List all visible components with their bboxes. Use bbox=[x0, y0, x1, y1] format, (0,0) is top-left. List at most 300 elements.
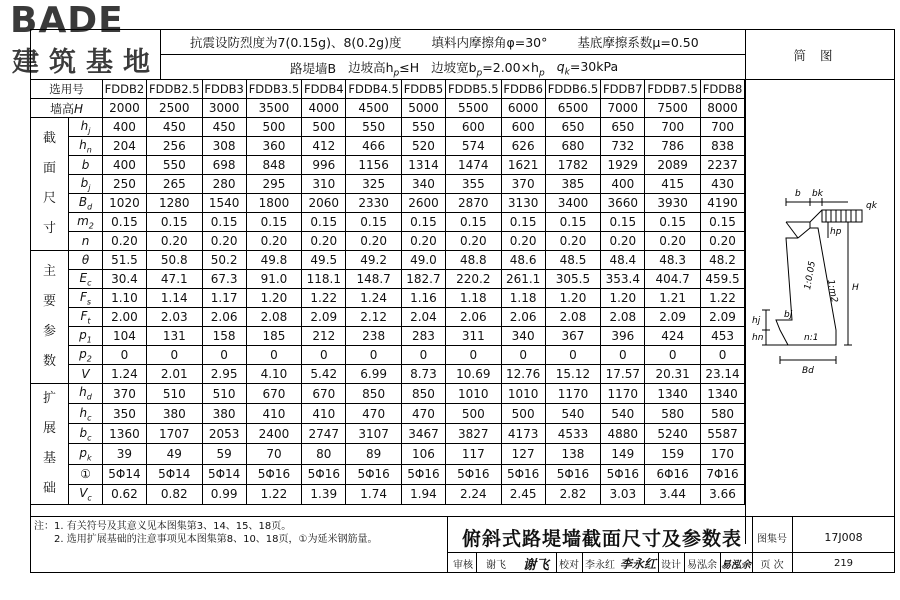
tb-sep-7 bbox=[684, 553, 685, 573]
tb-sep-3 bbox=[476, 553, 477, 573]
table-cell: 0.20 bbox=[601, 232, 645, 251]
table-row bbox=[31, 289, 745, 308]
table-cell: 5Φ16 bbox=[246, 464, 302, 484]
header-divider bbox=[160, 54, 745, 55]
table-cell: 0.15 bbox=[645, 213, 701, 232]
table-cell: 4190 bbox=[701, 194, 745, 213]
parameter-table bbox=[30, 79, 745, 505]
table-row bbox=[31, 365, 745, 384]
height-cell: 7000 bbox=[601, 99, 645, 118]
table-cell: 3467 bbox=[402, 424, 446, 444]
table-cell: 850 bbox=[402, 384, 446, 404]
table-cell: 2400 bbox=[246, 424, 302, 444]
table-cell: 0.15 bbox=[701, 213, 745, 232]
label-qk: qk bbox=[866, 201, 877, 211]
label-bj: bj bbox=[784, 310, 793, 320]
table-cell: 0.20 bbox=[103, 232, 147, 251]
tb-sep-6 bbox=[658, 553, 659, 573]
row-symbol: $b_c$ bbox=[69, 424, 103, 444]
table-cell: 17.57 bbox=[601, 365, 645, 384]
tb-sep-4 bbox=[556, 553, 557, 573]
embankment-slope-line bbox=[786, 210, 822, 222]
table-cell: 600 bbox=[445, 118, 501, 137]
table-cell: 15.12 bbox=[545, 365, 601, 384]
table-cell: 540 bbox=[545, 404, 601, 424]
table-cell: 0.15 bbox=[103, 213, 147, 232]
row-symbol: $h_n$ bbox=[69, 137, 103, 156]
table-cell: 1156 bbox=[346, 156, 402, 175]
table-cell: 0.20 bbox=[545, 232, 601, 251]
table-cell: 404.7 bbox=[645, 270, 701, 289]
table-cell: 0.15 bbox=[302, 213, 346, 232]
table-cell: 2060 bbox=[302, 194, 346, 213]
row-symbol: $p_k$ bbox=[69, 444, 103, 464]
table-cell: 5Φ16 bbox=[346, 464, 402, 484]
table-cell: 212 bbox=[302, 327, 346, 346]
table-cell: 3.03 bbox=[601, 484, 645, 504]
table-cell: 80 bbox=[302, 444, 346, 464]
page-label: 页 次 bbox=[760, 559, 784, 571]
table-cell: 159 bbox=[645, 444, 701, 464]
notes-top-border bbox=[30, 516, 895, 517]
table-cell: 1.16 bbox=[402, 289, 446, 308]
table-cell: 149 bbox=[601, 444, 645, 464]
table-cell: 127 bbox=[501, 444, 545, 464]
table-cell: 305.5 bbox=[545, 270, 601, 289]
column-header: FDDB4 bbox=[302, 80, 346, 99]
label-bk: bk bbox=[812, 189, 823, 199]
table-cell: 466 bbox=[346, 137, 402, 156]
table-cell: 2.01 bbox=[146, 365, 202, 384]
table-cell: 0 bbox=[701, 346, 745, 365]
row-symbol: $B_d$ bbox=[69, 194, 103, 213]
table-cell: 1.20 bbox=[246, 289, 302, 308]
table-cell: 574 bbox=[445, 137, 501, 156]
height-cell: 2500 bbox=[146, 99, 202, 118]
table-cell: 0.20 bbox=[445, 232, 501, 251]
table-row bbox=[31, 327, 745, 346]
table-cell: 5Φ14 bbox=[103, 464, 147, 484]
table-cell: 182.7 bbox=[402, 270, 446, 289]
column-header: FDDB7 bbox=[601, 80, 645, 99]
table-cell: 8.73 bbox=[402, 365, 446, 384]
height-cell: 4000 bbox=[302, 99, 346, 118]
table-cell: 1010 bbox=[445, 384, 501, 404]
table-cell: 5240 bbox=[645, 424, 701, 444]
table-cell: 3400 bbox=[545, 194, 601, 213]
row-symbol: $p_1$ bbox=[69, 327, 103, 346]
table-cell: 3827 bbox=[445, 424, 501, 444]
column-header: FDDB6 bbox=[501, 80, 545, 99]
row-symbol: $V_c$ bbox=[69, 484, 103, 504]
table-cell: 49.2 bbox=[346, 251, 402, 270]
table-cell: 838 bbox=[701, 137, 745, 156]
table-cell: 138 bbox=[545, 444, 601, 464]
table-cell: 3.44 bbox=[645, 484, 701, 504]
table-cell: 0.20 bbox=[202, 232, 246, 251]
table-cell: 0.15 bbox=[402, 213, 446, 232]
table-cell: 250 bbox=[103, 175, 147, 194]
table-cell: 0 bbox=[302, 346, 346, 365]
table-cell: 415 bbox=[645, 175, 701, 194]
table-cell: 5Φ16 bbox=[302, 464, 346, 484]
table-cell: 91.0 bbox=[246, 270, 302, 289]
page-number: 219 bbox=[833, 557, 854, 569]
table-cell: 7Φ16 bbox=[701, 464, 745, 484]
table-cell: 204 bbox=[103, 137, 147, 156]
table-row bbox=[31, 346, 745, 365]
table-cell: 0.15 bbox=[146, 213, 202, 232]
table-cell: 500 bbox=[246, 118, 302, 137]
table-row bbox=[31, 232, 745, 251]
table-cell: 48.3 bbox=[645, 251, 701, 270]
height-cell: 6500 bbox=[545, 99, 601, 118]
column-header: FDDB4.5 bbox=[346, 80, 402, 99]
table-cell: 2.09 bbox=[302, 308, 346, 327]
table-cell: 20.31 bbox=[645, 365, 701, 384]
table-cell: 295 bbox=[246, 175, 302, 194]
table-cell: 580 bbox=[701, 404, 745, 424]
table-cell: 1.74 bbox=[346, 484, 402, 504]
height-row bbox=[31, 99, 745, 118]
table-cell: 600 bbox=[501, 118, 545, 137]
height-cell: 4500 bbox=[346, 99, 402, 118]
table-row bbox=[31, 384, 745, 404]
table-cell: 396 bbox=[601, 327, 645, 346]
table-cell: 1.22 bbox=[302, 289, 346, 308]
table-cell: 0 bbox=[601, 346, 645, 365]
table-cell: 3930 bbox=[645, 194, 701, 213]
row-symbol: n bbox=[69, 232, 103, 251]
table-cell: 1800 bbox=[246, 194, 302, 213]
table-cell: 0.20 bbox=[302, 232, 346, 251]
table-cell: 0.20 bbox=[246, 232, 302, 251]
height-cell: 2000 bbox=[103, 99, 147, 118]
row-symbol: $h_d$ bbox=[69, 384, 103, 404]
table-cell: 2.03 bbox=[146, 308, 202, 327]
table-cell: 2600 bbox=[402, 194, 446, 213]
table-cell: 48.2 bbox=[701, 251, 745, 270]
table-cell: 400 bbox=[103, 118, 147, 137]
table-cell: 550 bbox=[346, 118, 402, 137]
height-cell: 3500 bbox=[246, 99, 302, 118]
label-hp: hp bbox=[830, 227, 842, 237]
label-hj: hj bbox=[752, 316, 761, 326]
table-cell: 0 bbox=[103, 346, 147, 365]
table-cell: 1314 bbox=[402, 156, 446, 175]
notes-right-border bbox=[447, 516, 448, 573]
column-header: FDDB2 bbox=[103, 80, 147, 99]
table-cell: 355 bbox=[445, 175, 501, 194]
designer-name: 易泓余 bbox=[687, 559, 717, 571]
table-cell: 2.95 bbox=[202, 365, 246, 384]
table-cell: 848 bbox=[246, 156, 302, 175]
table-cell: 1707 bbox=[146, 424, 202, 444]
table-cell: 0.20 bbox=[645, 232, 701, 251]
table-cell: 2.06 bbox=[202, 308, 246, 327]
table-cell: 2.08 bbox=[601, 308, 645, 327]
table-cell: 158 bbox=[202, 327, 246, 346]
table-cell: 50.2 bbox=[202, 251, 246, 270]
check-label: 校对 bbox=[559, 559, 579, 571]
table-cell: 39 bbox=[103, 444, 147, 464]
table-row bbox=[31, 137, 745, 156]
note-2: 2. 选用扩展基础的注意事项见本图集第8、10、18页，①为延米钢筋量。 bbox=[54, 534, 378, 545]
notes bbox=[34, 520, 444, 546]
table-cell: 0 bbox=[445, 346, 501, 365]
table-cell: 2.08 bbox=[246, 308, 302, 327]
seismic-intensity: 抗震设防烈度为7(0.15g)、8(0.2g)度 bbox=[190, 35, 402, 50]
review-label: 审核 bbox=[453, 559, 473, 571]
table-cell: 412 bbox=[302, 137, 346, 156]
surcharge-load: $q_k=30kPa$ bbox=[556, 58, 619, 78]
table-cell: 1.94 bbox=[402, 484, 446, 504]
table-cell: 0.20 bbox=[346, 232, 402, 251]
table-cell: 5Φ16 bbox=[402, 464, 446, 484]
table-cell: 2330 bbox=[346, 194, 402, 213]
table-cell: 0.99 bbox=[202, 484, 246, 504]
table-cell: 1.22 bbox=[701, 289, 745, 308]
table-cell: 550 bbox=[146, 156, 202, 175]
table-cell: 2870 bbox=[445, 194, 501, 213]
table-cell: 1.17 bbox=[202, 289, 246, 308]
table-cell: 3.66 bbox=[701, 484, 745, 504]
table-cell: 626 bbox=[501, 137, 545, 156]
checker-name: 李永红 bbox=[585, 559, 615, 571]
table-cell: 0.15 bbox=[202, 213, 246, 232]
table-cell: 459.5 bbox=[701, 270, 745, 289]
height-cell: 5500 bbox=[445, 99, 501, 118]
table-cell: 430 bbox=[701, 175, 745, 194]
table-cell: 0 bbox=[501, 346, 545, 365]
table-cell: 410 bbox=[246, 404, 302, 424]
table-cell: 670 bbox=[302, 384, 346, 404]
table-cell: 49.8 bbox=[246, 251, 302, 270]
height-label-cell bbox=[31, 99, 103, 118]
table-cell: 1929 bbox=[601, 156, 645, 175]
table-cell: 49.5 bbox=[302, 251, 346, 270]
table-cell: 106 bbox=[402, 444, 446, 464]
table-cell: 117 bbox=[445, 444, 501, 464]
table-cell: 1.22 bbox=[246, 484, 302, 504]
table-cell: 4880 bbox=[601, 424, 645, 444]
table-cell: 220.2 bbox=[445, 270, 501, 289]
table-cell: 380 bbox=[202, 404, 246, 424]
table-cell: 308 bbox=[202, 137, 246, 156]
table-cell: 148.7 bbox=[346, 270, 402, 289]
height-symbol: H bbox=[73, 101, 84, 116]
drawing-title-divider bbox=[745, 79, 895, 80]
height-cell: 3000 bbox=[202, 99, 246, 118]
table-cell: 732 bbox=[601, 137, 645, 156]
slope-width-condition: 边坡宽$b_p=2.00\times h_p$ bbox=[431, 59, 545, 79]
table-cell: 67.3 bbox=[202, 270, 246, 289]
table-cell: 0 bbox=[346, 346, 402, 365]
sheet-title: 俯斜式路堤墙截面尺寸及参数表 bbox=[461, 527, 742, 550]
table-cell: 0.20 bbox=[146, 232, 202, 251]
table-cell: 400 bbox=[103, 156, 147, 175]
table-cell: 1010 bbox=[501, 384, 545, 404]
table-cell: 0.15 bbox=[346, 213, 402, 232]
table-cell: 1621 bbox=[501, 156, 545, 175]
tb-sep-5 bbox=[582, 553, 583, 573]
table-cell: 2237 bbox=[701, 156, 745, 175]
table-cell: 1.21 bbox=[645, 289, 701, 308]
table-cell: 89 bbox=[346, 444, 402, 464]
table-cell: 0.15 bbox=[445, 213, 501, 232]
row-symbol: $F_t$ bbox=[69, 308, 103, 327]
table-cell: 1170 bbox=[545, 384, 601, 404]
table-row bbox=[31, 194, 745, 213]
height-cell: 8000 bbox=[701, 99, 745, 118]
table-cell: 48.8 bbox=[445, 251, 501, 270]
table-cell: 2.06 bbox=[445, 308, 501, 327]
table-cell: 2.12 bbox=[346, 308, 402, 327]
table-cell: 0 bbox=[246, 346, 302, 365]
drawing-panel-border bbox=[745, 29, 746, 544]
column-header: FDDB3 bbox=[202, 80, 246, 99]
table-cell: 0.15 bbox=[601, 213, 645, 232]
table-cell: 1.24 bbox=[346, 289, 402, 308]
table-cell: 3107 bbox=[346, 424, 402, 444]
table-cell: 786 bbox=[645, 137, 701, 156]
table-cell: 2.04 bbox=[402, 308, 446, 327]
table-cell: 280 bbox=[202, 175, 246, 194]
table-cell: 70 bbox=[246, 444, 302, 464]
label-slope-2: 1:m2 bbox=[825, 278, 839, 304]
tb-sep-8 bbox=[720, 553, 721, 573]
table-cell: 1020 bbox=[103, 194, 147, 213]
table-cell: 131 bbox=[146, 327, 202, 346]
wall-type: 路堤墙B bbox=[290, 61, 337, 76]
table-cell: 700 bbox=[701, 118, 745, 137]
design-label: 设计 bbox=[661, 559, 681, 571]
table-cell: 5.42 bbox=[302, 365, 346, 384]
table-row bbox=[31, 118, 745, 137]
table-cell: 1.18 bbox=[445, 289, 501, 308]
table-cell: 580 bbox=[645, 404, 701, 424]
table-cell: 6Φ16 bbox=[645, 464, 701, 484]
row-symbol: b bbox=[69, 156, 103, 175]
table-cell: 340 bbox=[402, 175, 446, 194]
table-cell: 2053 bbox=[202, 424, 246, 444]
table-cell: 1340 bbox=[701, 384, 745, 404]
table-cell: 550 bbox=[402, 118, 446, 137]
table-cell: 1360 bbox=[103, 424, 147, 444]
table-cell: 1170 bbox=[601, 384, 645, 404]
table-cell: 48.6 bbox=[501, 251, 545, 270]
table-cell: 0 bbox=[202, 346, 246, 365]
table-cell: 256 bbox=[146, 137, 202, 156]
table-cell: 1.14 bbox=[146, 289, 202, 308]
table-cell: 10.69 bbox=[445, 365, 501, 384]
table-cell: 0.20 bbox=[501, 232, 545, 251]
table-cell: 238 bbox=[346, 327, 402, 346]
table-cell: 5Φ14 bbox=[202, 464, 246, 484]
designer-signature: 易泓余 bbox=[721, 559, 751, 571]
table-cell: 0 bbox=[645, 346, 701, 365]
fill-friction-angle: 填料内摩擦角φ=30° bbox=[431, 35, 548, 50]
table-cell: 540 bbox=[601, 404, 645, 424]
height-cell: 7500 bbox=[645, 99, 701, 118]
label-Bd: Bd bbox=[802, 366, 814, 375]
table-cell: 5Φ16 bbox=[501, 464, 545, 484]
table-cell: 2.45 bbox=[501, 484, 545, 504]
table-cell: 353.4 bbox=[601, 270, 645, 289]
table-cell: 1.18 bbox=[501, 289, 545, 308]
checker-signature: 李永红 bbox=[619, 556, 656, 571]
table-row bbox=[31, 308, 745, 327]
row-symbol: θ bbox=[69, 251, 103, 270]
table-cell: 5Φ16 bbox=[445, 464, 501, 484]
base-friction-coefficient: 基底摩擦系数μ=0.50 bbox=[577, 35, 699, 50]
table-cell: 5587 bbox=[701, 424, 745, 444]
table-cell: 1.39 bbox=[302, 484, 346, 504]
table-cell: 51.5 bbox=[103, 251, 147, 270]
brand-name-cn: 建筑基地 bbox=[12, 47, 160, 78]
column-header: FDDB6.5 bbox=[545, 80, 601, 99]
table-cell: 5Φ16 bbox=[545, 464, 601, 484]
table-cell: 424 bbox=[645, 327, 701, 346]
table-cell: 325 bbox=[346, 175, 402, 194]
row-symbol: $h_j$ bbox=[69, 118, 103, 137]
table-cell: 4173 bbox=[501, 424, 545, 444]
table-cell: 2.08 bbox=[545, 308, 601, 327]
row-symbol: $h_c$ bbox=[69, 404, 103, 424]
table-cell: 2.00 bbox=[103, 308, 147, 327]
table-cell: 500 bbox=[445, 404, 501, 424]
label-n: n:1 bbox=[804, 333, 819, 343]
table-cell: 510 bbox=[202, 384, 246, 404]
column-header: FDDB5 bbox=[402, 80, 446, 99]
table-cell: 470 bbox=[346, 404, 402, 424]
table-row bbox=[31, 175, 745, 194]
table-cell: 47.1 bbox=[146, 270, 202, 289]
table-cell: 380 bbox=[146, 404, 202, 424]
table-row bbox=[31, 484, 745, 504]
table-row bbox=[31, 464, 745, 484]
table-cell: 350 bbox=[103, 404, 147, 424]
table-cell: 500 bbox=[302, 118, 346, 137]
table-cell: 453 bbox=[701, 327, 745, 346]
table-cell: 3130 bbox=[501, 194, 545, 213]
table-cell: 400 bbox=[601, 175, 645, 194]
height-cell: 5000 bbox=[402, 99, 446, 118]
atlas-number: 17J008 bbox=[824, 530, 863, 544]
table-cell: 3660 bbox=[601, 194, 645, 213]
table-cell: 2089 bbox=[645, 156, 701, 175]
table-cell: 0.62 bbox=[103, 484, 147, 504]
label-slope-1: 1:0.05 bbox=[803, 260, 818, 291]
row-symbol: $p_2$ bbox=[69, 346, 103, 365]
table-cell: 1.20 bbox=[545, 289, 601, 308]
table-cell: 2.24 bbox=[445, 484, 501, 504]
label-H: H bbox=[852, 283, 859, 293]
select-label: 选用号 bbox=[31, 80, 103, 99]
table-cell: 2.09 bbox=[645, 308, 701, 327]
table-cell: 500 bbox=[501, 404, 545, 424]
table-cell: 5Φ16 bbox=[601, 464, 645, 484]
table-row bbox=[31, 156, 745, 175]
table-cell: 450 bbox=[202, 118, 246, 137]
header-line-2 bbox=[160, 56, 745, 80]
drawing-title: 简图 bbox=[793, 48, 847, 63]
table-row bbox=[31, 213, 745, 232]
table-cell: 5Φ14 bbox=[146, 464, 202, 484]
table-cell: 2.06 bbox=[501, 308, 545, 327]
label-hn: hn bbox=[752, 333, 764, 343]
table-cell: 59 bbox=[202, 444, 246, 464]
